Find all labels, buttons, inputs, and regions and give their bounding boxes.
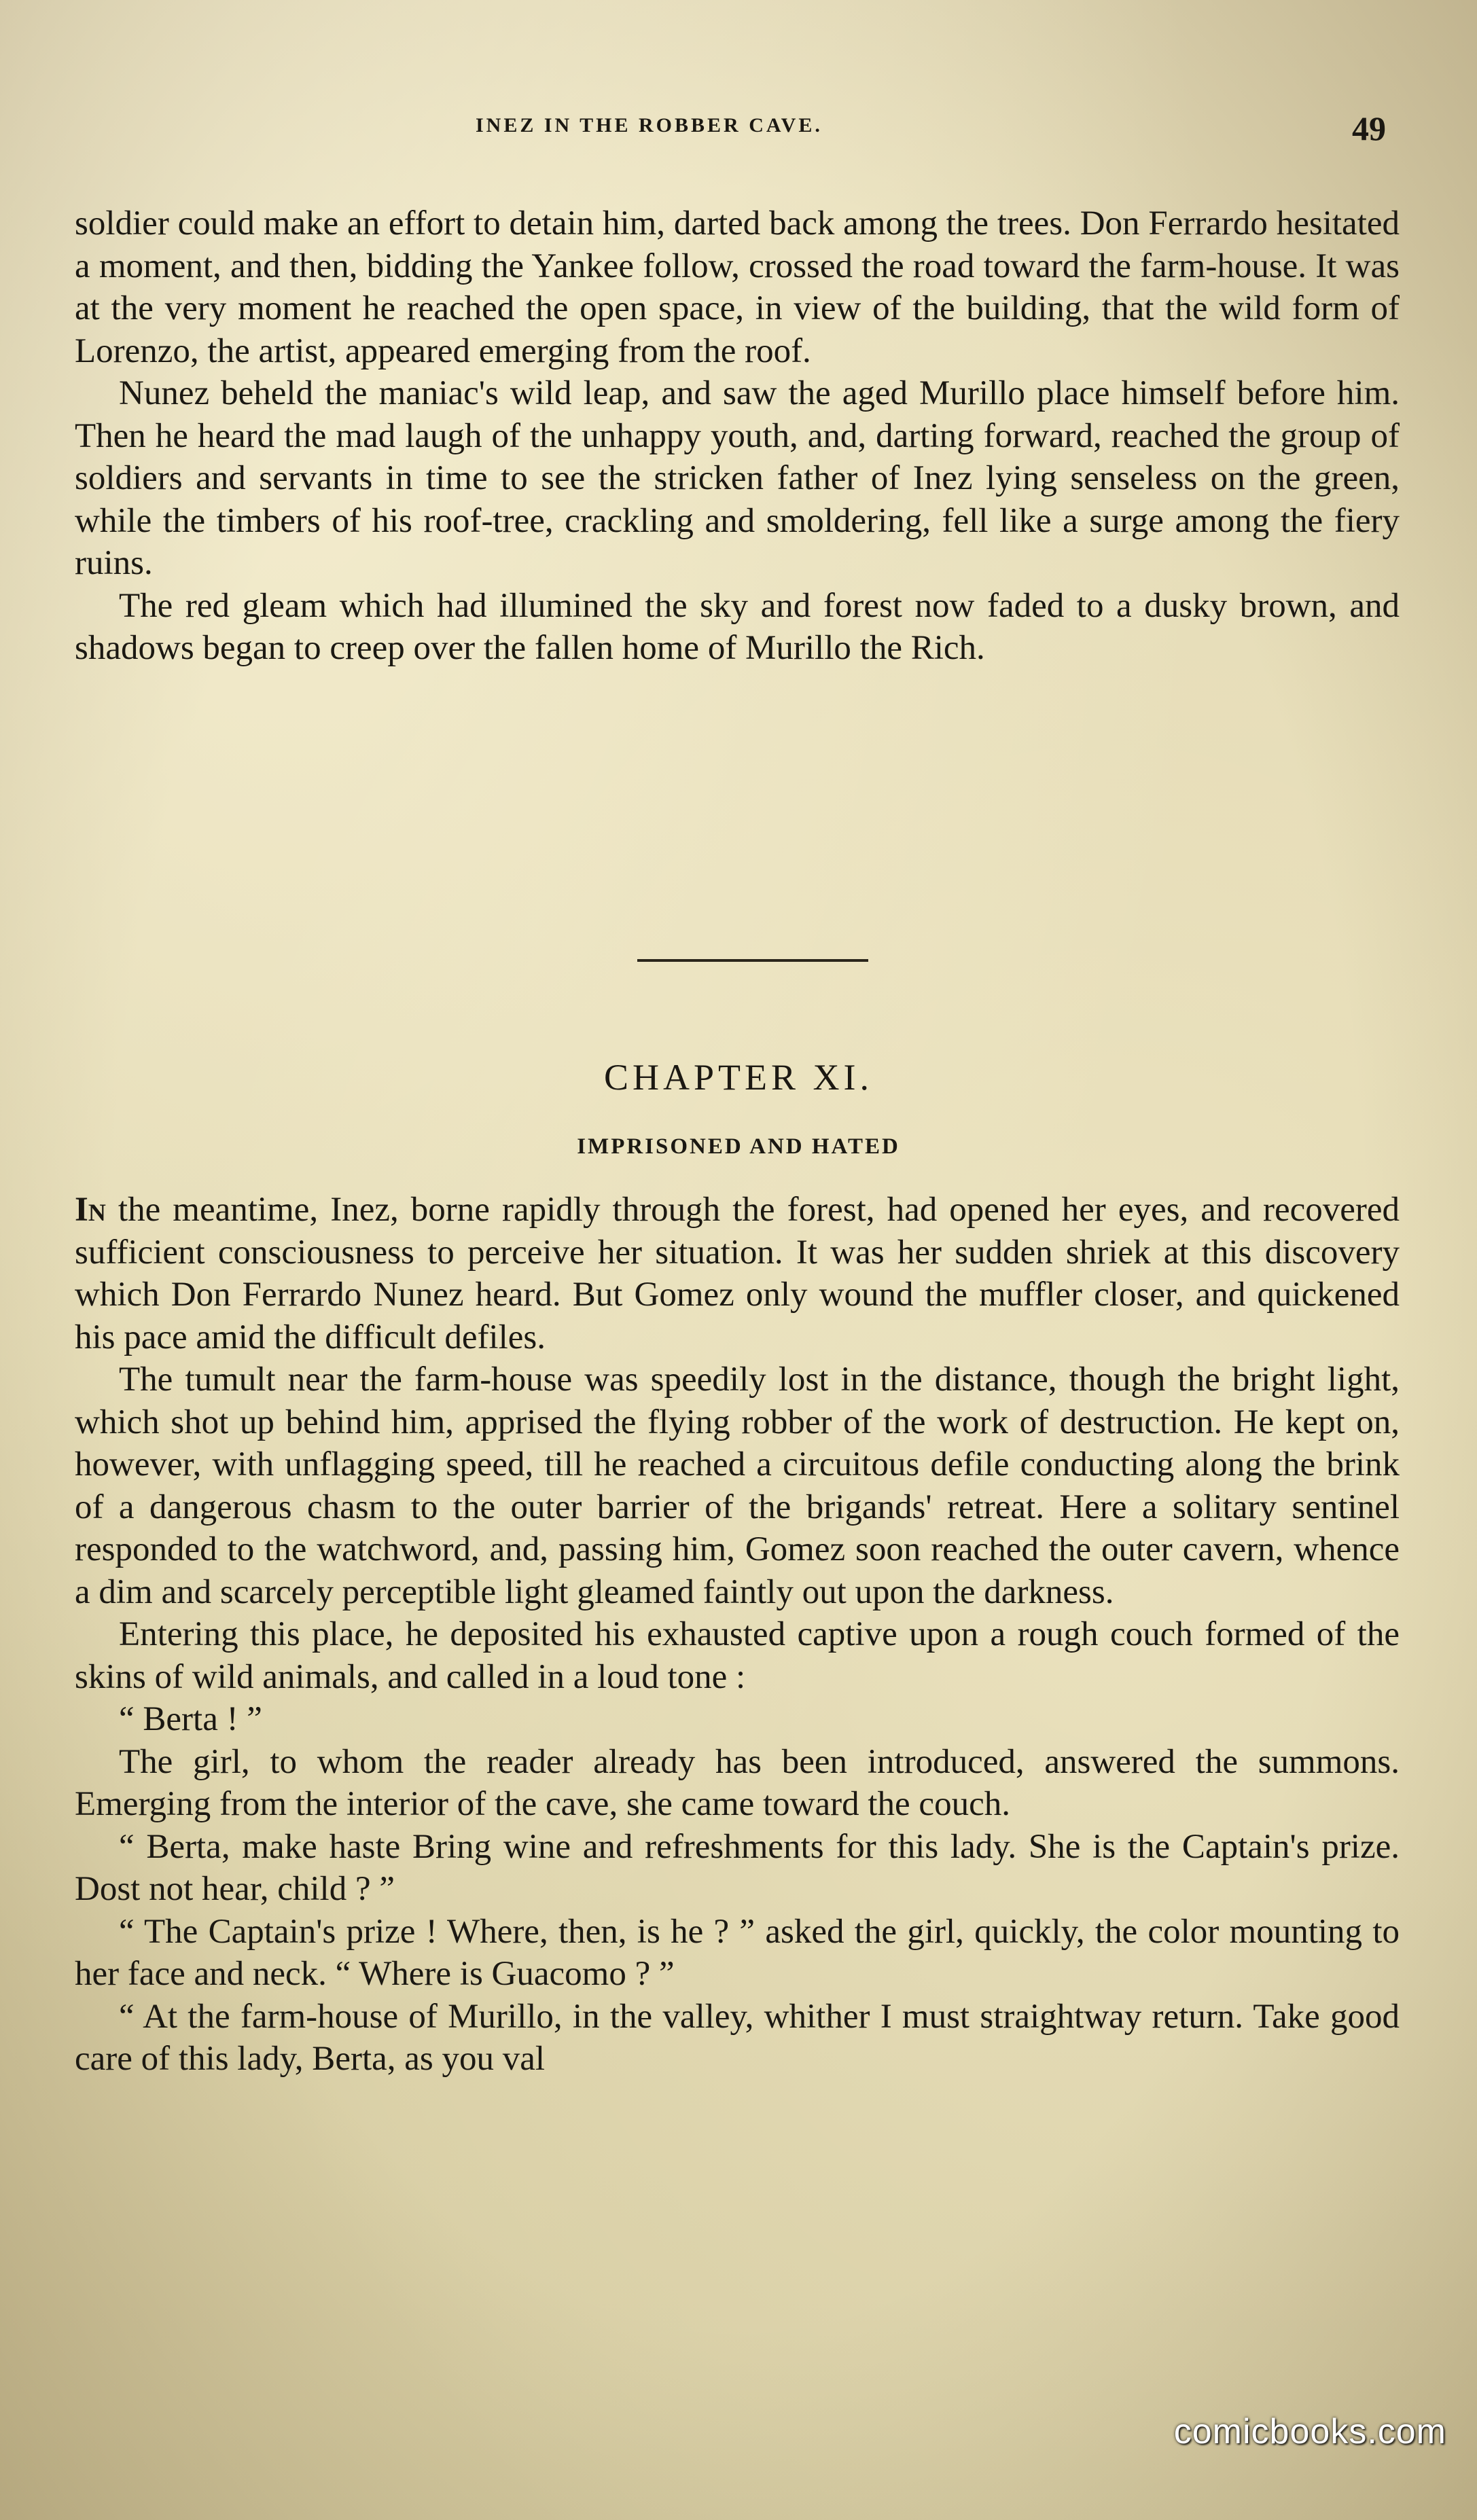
paragraph: The girl, to whom the reader already has been introduced, answered the summons. Emerging from the interior of the cave, she came toward the couch. [75, 1742, 1400, 1823]
chapter-title: CHAPTER XI. [603, 1057, 873, 1098]
watermark: comicbooks.com [1173, 2412, 1446, 2451]
page-header [75, 109, 1406, 149]
opening-text: the meantime, Inez, borne rapidly through the forest, had opened her eyes, and recovered sufficient consciousness to perceive her situation. It was her sudden shriek at this discovery which Don Ferrardo Nunez heard. But Gomez only wound the muffler closer, and quickened his pace amid the difficult defiles. [75, 1191, 1400, 1356]
opening-word: In [75, 1191, 106, 1229]
section-divider [637, 959, 868, 962]
paragraph: “ Berta ! ” [119, 1700, 262, 1738]
text-block-before-chapter [75, 202, 1400, 670]
paragraph: “ The Captain's prize ! Where, then, is he ? ” asked the girl, quickly, the color mounting to her face and neck. “ Where is Guacomo ? ” [75, 1912, 1400, 1993]
paragraph: “ At the farm-house of Murillo, in the valley, whither I must straightway return. Take good care of this lady, Berta, as you val [75, 1997, 1400, 2078]
text-block-chapter-body [75, 1189, 1400, 2081]
paragraph: Nunez beheld the maniac's wild leap, and saw the aged Murillo place himself before him. Then he heard the mad laugh of the unhappy youth, and, darting forward, reached the group of soldiers and servants in time to see the stricken father of Inez lying senseless on the green, while the timbers of his roof-tree, crackling and smoldering, fell like a surge among the fiery ruins. [75, 374, 1400, 582]
paragraph [75, 1189, 1400, 1358]
page-number: 49 [1352, 109, 1386, 147]
paragraph: The red gleam which had illumined the sky and forest now faded to a dusky brown, and shadows began to creep over the fallen home of Murillo the Rich. [75, 586, 1400, 667]
paragraph: Entering this place, he deposited his exhausted captive upon a rough couch formed of the skins of wild animals, and called in a loud tone : [75, 1615, 1400, 1696]
paragraph: soldier could make an effort to detain him, darted back among the trees. Don Ferrardo hesitated a moment, and then, bidding the Yankee follow, crossed the road toward the farm-house. It was at the very moment he reached the open space, in view of the building, that the wild form of Lorenzo, the artist, appeared emerging from the roof. [75, 204, 1400, 370]
chapter-subtitle: IMPRISONED AND HATED [577, 1134, 900, 1159]
running-head: INEZ IN THE ROBBER CAVE. [476, 114, 823, 137]
paragraph: “ Berta, make haste Bring wine and refreshments for this lady. She is the Captain's prize. Dost not hear, child ? ” [75, 1827, 1400, 1908]
paragraph: The tumult near the farm-house was speedily lost in the distance, though the bright light, which shot up behind him, apprised the flying robber of the work of destruction. He kept on, however, with unflagging speed, till he reached a circuitous defile conducting along the brink of a dangerous chasm to the outer barrier of the brigands' retreat. Here a solitary sentinel responded to the watchword, and, passing him, Gomez soon reached the outer cavern, whence a dim and scarcely perceptible light gleamed faintly out upon the darkness. [75, 1361, 1400, 1611]
